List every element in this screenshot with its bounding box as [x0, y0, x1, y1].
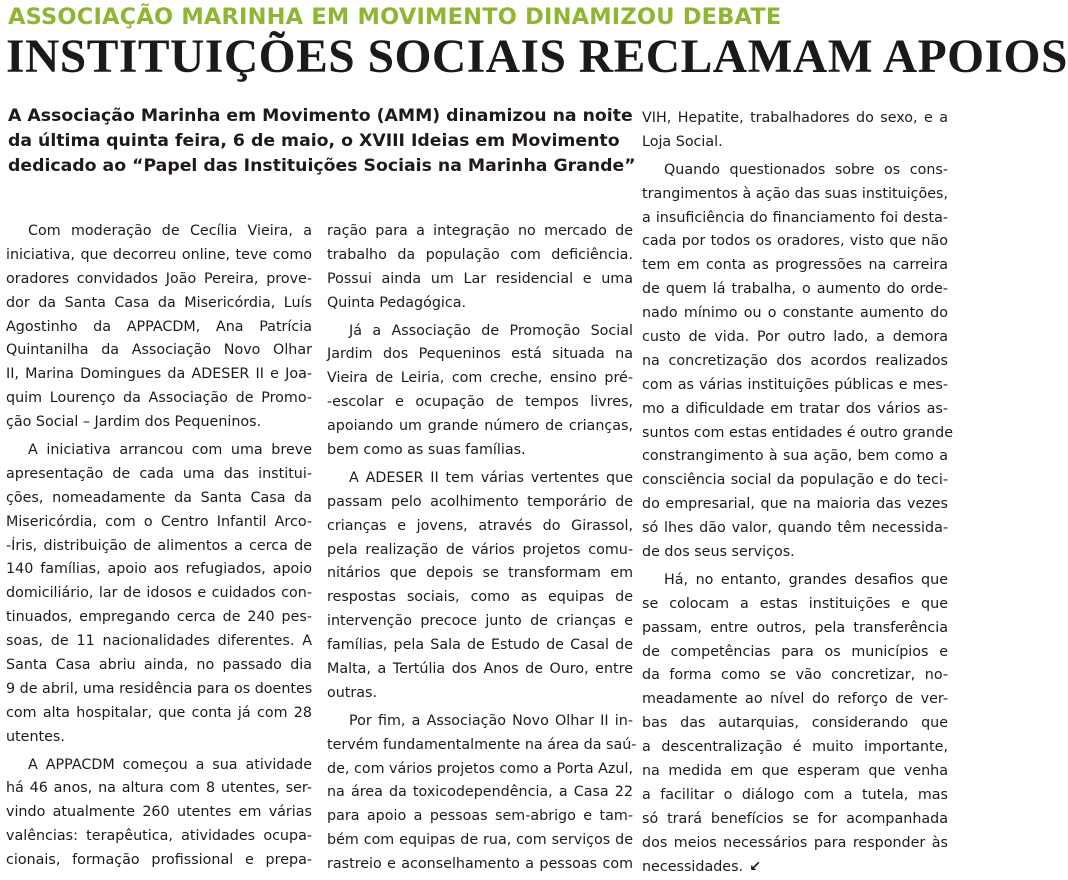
text-line: bém com equipas de rua, com serviços de — [327, 832, 633, 849]
text-line: intervenção precoce junto de crianças e — [327, 613, 633, 630]
text-line: há 46 anos, na altura com 8 utentes, ser- — [6, 780, 312, 797]
text-line: famílias, pela Sala de Estudo de Casal de — [327, 637, 633, 654]
text-line: de quem lá trabalha, o aumento do orde- — [642, 281, 948, 298]
text-line: consciência social da população e do teci- — [642, 472, 948, 489]
text-column-1 — [6, 220, 312, 873]
text-line: de, com vários projetos como a Porta Azul, — [327, 760, 633, 777]
text-line: com as várias instituições públicas e mes- — [642, 376, 948, 393]
text-line: bas das autarquias, considerando que — [642, 715, 948, 732]
text-line: só lhes dão valor, quando têm necessida- — [642, 520, 948, 537]
text-line: soas, de 11 nacionalidades diferentes. A — [6, 633, 312, 650]
text-line: tervém fundamentalmente na área da saú- — [327, 736, 637, 753]
text-column-2 — [327, 220, 637, 877]
text-line: ção Social – Jardim dos Pequeninos. — [6, 414, 262, 431]
text-line: nitários que depois se transformam em — [327, 565, 633, 582]
text-line: Por fim, a Associação Novo Olhar II in- — [349, 712, 633, 729]
text-line: apoiando um grande número de crianças, — [327, 418, 633, 435]
text-line: respostas sociais, como as equipas de — [327, 589, 633, 606]
text-line: a facilitar o diálogo com a tutela, mas — [642, 786, 948, 803]
article-headline: INSTITUIÇÕES SOCIAIS RECLAMAM APOIOS — [6, 31, 1068, 83]
text-line: 140 famílias, apoio aos refugiados, apoio — [6, 561, 312, 578]
lead-line: da última quinta feira, 6 de maio, o XVIII Ideias em Movimento — [8, 131, 620, 151]
text-line: passam, entre outros, pela transferência — [642, 619, 948, 636]
text-line: meadamente ao nível do reforço de ver- — [642, 691, 948, 708]
text-line: suntos com estas entidades é outro grande — [642, 424, 953, 441]
text-line: ções, nomeadamente da Santa Casa da — [6, 489, 312, 506]
text-column-3 — [642, 107, 953, 880]
text-line: tinuados, empregando cerca de 240 pes- — [6, 609, 312, 626]
text-line: a descentralização é muito importante, — [642, 739, 948, 756]
text-line: 9 de abril, uma residência para os doentes — [6, 680, 313, 697]
text-line: Quando questionados sobre os cons- — [664, 161, 948, 178]
text-line: dor da Santa Casa da Misericórdia, Luís — [6, 294, 312, 311]
text-line: apresentação de cada uma das institui- — [6, 465, 312, 482]
text-line: A iniciativa arrancou com uma breve — [28, 442, 312, 459]
text-line: II, Marina Domingues da ADESER II e Joa- — [6, 366, 312, 383]
text-line: oradores convidados João Pereira, prove- — [6, 270, 312, 287]
text-line: Misericórdia, com o Centro Infantil Arco- — [6, 513, 312, 530]
text-line: cada por todos os oradores, visto que não — [642, 233, 948, 250]
text-line: nado mínimo ou o constante aumento do — [642, 305, 948, 322]
text-line: pela realização de vários projetos comu- — [327, 541, 633, 558]
text-line: vindo atualmente 260 utentes em várias — [6, 804, 312, 821]
text-line: passam pelo acolhimento temporário de — [327, 493, 633, 510]
text-line: quim Lourenço da Associação de Promo- — [6, 390, 312, 407]
text-line: Quintanilha da Associação Novo Olhar — [6, 342, 312, 359]
text-line: na medida em que esperam que venha — [642, 763, 948, 780]
text-line: constrangimento à sua ação, bem como a — [642, 448, 948, 465]
text-line: do empresarial, que na maioria das vezes — [642, 496, 948, 513]
text-line: de competências para os municípios e — [642, 643, 948, 660]
lead-line: dedicado ao “Papel das Instituições Sociais na Marinha Grande” — [8, 156, 636, 176]
text-line: mo a dificuldade em tratar dos vários as- — [642, 400, 948, 417]
text-line: trabalho da população com deficiência. — [327, 246, 633, 263]
text-line: necessidades. ↙ — [642, 858, 762, 875]
text-line: valências: terapêutica, atividades ocupa- — [6, 828, 312, 845]
text-line: Com moderação de Cecília Vieira, a — [28, 223, 312, 239]
text-line: Loja Social. — [642, 133, 723, 150]
text-line: ração para a integração no mercado de — [327, 223, 633, 239]
text-line: utentes. — [6, 728, 65, 745]
text-line: Já a Associação de Promoção Social — [349, 322, 633, 339]
text-line: Vieira de Leiria, com creche, ensino pré- — [327, 370, 633, 387]
text-line: a insuficiência do financiamento foi desta- — [642, 209, 948, 226]
text-line: A APPACDM começou a sua atividade — [28, 756, 312, 773]
text-line: Agostinho da APPACDM, Ana Patrícia — [6, 318, 312, 335]
text-line: outras. — [327, 684, 378, 701]
text-line: trangimentos à ação das suas instituições, — [642, 185, 948, 202]
text-line: VIH, Hepatite, trabalhadores do sexo, e a — [642, 110, 948, 126]
text-line: crianças e jovens, através do Girassol, — [327, 517, 633, 534]
text-line: tem em conta as progressões na carreira — [642, 257, 948, 274]
text-line: da forma como se vão concretizar, no- — [642, 667, 948, 684]
text-line: domiciliário, lar de idosos e cuidados con- — [6, 585, 312, 602]
text-line: cionais, formação profissional e prepa- — [6, 852, 312, 869]
text-line: Quinta Pedagógica. — [327, 294, 467, 311]
text-line: iniciativa, que decorreu online, teve como — [6, 246, 312, 263]
text-line: Malta, a Tertúlia dos Anos de Ouro, entre — [327, 661, 633, 678]
text-line: Santa Casa abriu ainda, no passado dia — [6, 657, 312, 674]
text-line: bem como as suas famílias. — [327, 442, 526, 459]
text-line: rastreio e aconselhamento a pessoas com — [327, 856, 633, 873]
text-line: Há, no entanto, grandes desafios que — [664, 571, 948, 588]
text-line: para apoio a pessoas sem-abrigo e tam- — [327, 808, 633, 825]
text-line: na área da toxicodependência, a Casa 22 — [327, 784, 633, 801]
text-line: de dos seus serviços. — [642, 544, 795, 561]
text-line: com alta hospitalar, que conta já com 28 — [6, 704, 312, 721]
text-line: só trará benefícios se for acompanhada — [642, 810, 948, 827]
text-line: Jardim dos Pequeninos está situada na — [327, 346, 633, 363]
end-of-article-icon: ↙ — [749, 858, 762, 875]
text-line: se colocam a estas instituições e que — [642, 595, 948, 612]
text-line: Possui ainda um Lar residencial e uma — [327, 270, 633, 287]
text-line: A ADESER II tem várias vertentes que — [349, 469, 633, 486]
article-lead — [8, 104, 636, 179]
text-line: dos meios necessários para responder às — [642, 834, 948, 851]
article-kicker: ASSOCIAÇÃO MARINHA EM MOVIMENTO DINAMIZOU DEBATE — [8, 4, 782, 30]
text-line: -escolar e ocupação de tempos livres, — [327, 394, 633, 411]
text-line: custo de vida. Por outro lado, a demora — [642, 329, 948, 346]
text-line: na concretização dos acordos realizados — [642, 352, 948, 369]
lead-line: A Associação Marinha em Movimento (AMM) dinamizou na noite — [8, 106, 633, 126]
text-line: -Íris, distribuição de alimentos a cerca de — [6, 537, 312, 554]
